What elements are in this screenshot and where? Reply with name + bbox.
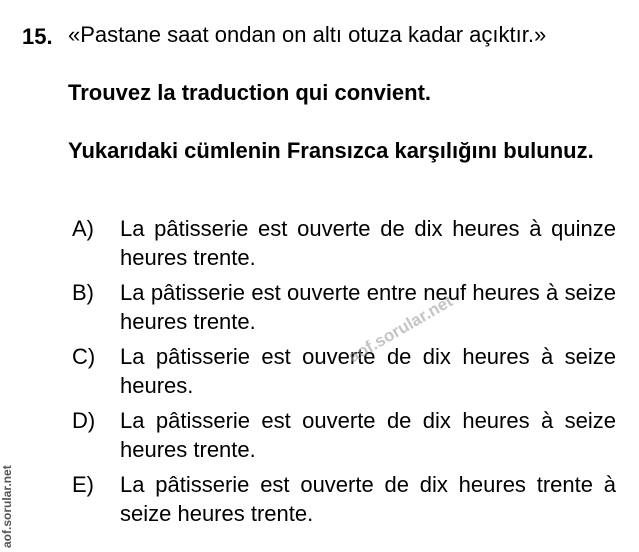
option-e[interactable] (68, 470, 616, 528)
option-c[interactable] (68, 342, 616, 400)
watermark-center: aof.sorular.net (345, 291, 456, 367)
option-b[interactable] (68, 278, 616, 336)
question-sentence: «Pastane saat ondan on altı otuza kadar açıktır.» (68, 22, 547, 47)
answer-options (68, 214, 616, 534)
option-letter: B) (72, 280, 94, 305)
option-letter: E) (72, 472, 94, 497)
instruction-french: Trouvez la traduction qui convient. (68, 80, 432, 105)
instruction-turkish: Yukarıdaki cümlenin Fransızca karşılığını bulunuz. (68, 138, 594, 163)
option-letter: D) (72, 408, 96, 433)
option-letter: C) (72, 344, 96, 369)
option-letter: A) (72, 216, 94, 241)
watermark-side: aof.sorular.net (0, 465, 14, 548)
option-d[interactable] (68, 406, 616, 464)
option-text: La pâtisserie est ouverte de dix heures à quinze heures trente. (120, 216, 616, 270)
option-text: La pâtisserie est ouverte de dix heures trente à seize heures trente. (120, 472, 616, 526)
option-a[interactable] (68, 214, 616, 272)
question-number: 15. (22, 24, 53, 49)
option-text: La pâtisserie est ouverte de dix heures à seize heures. (120, 344, 616, 398)
option-text: La pâtisserie est ouverte entre neuf heures à seize heures trente. (120, 280, 616, 334)
option-text: La pâtisserie est ouverte de dix heures à seize heures trente. (120, 408, 616, 462)
